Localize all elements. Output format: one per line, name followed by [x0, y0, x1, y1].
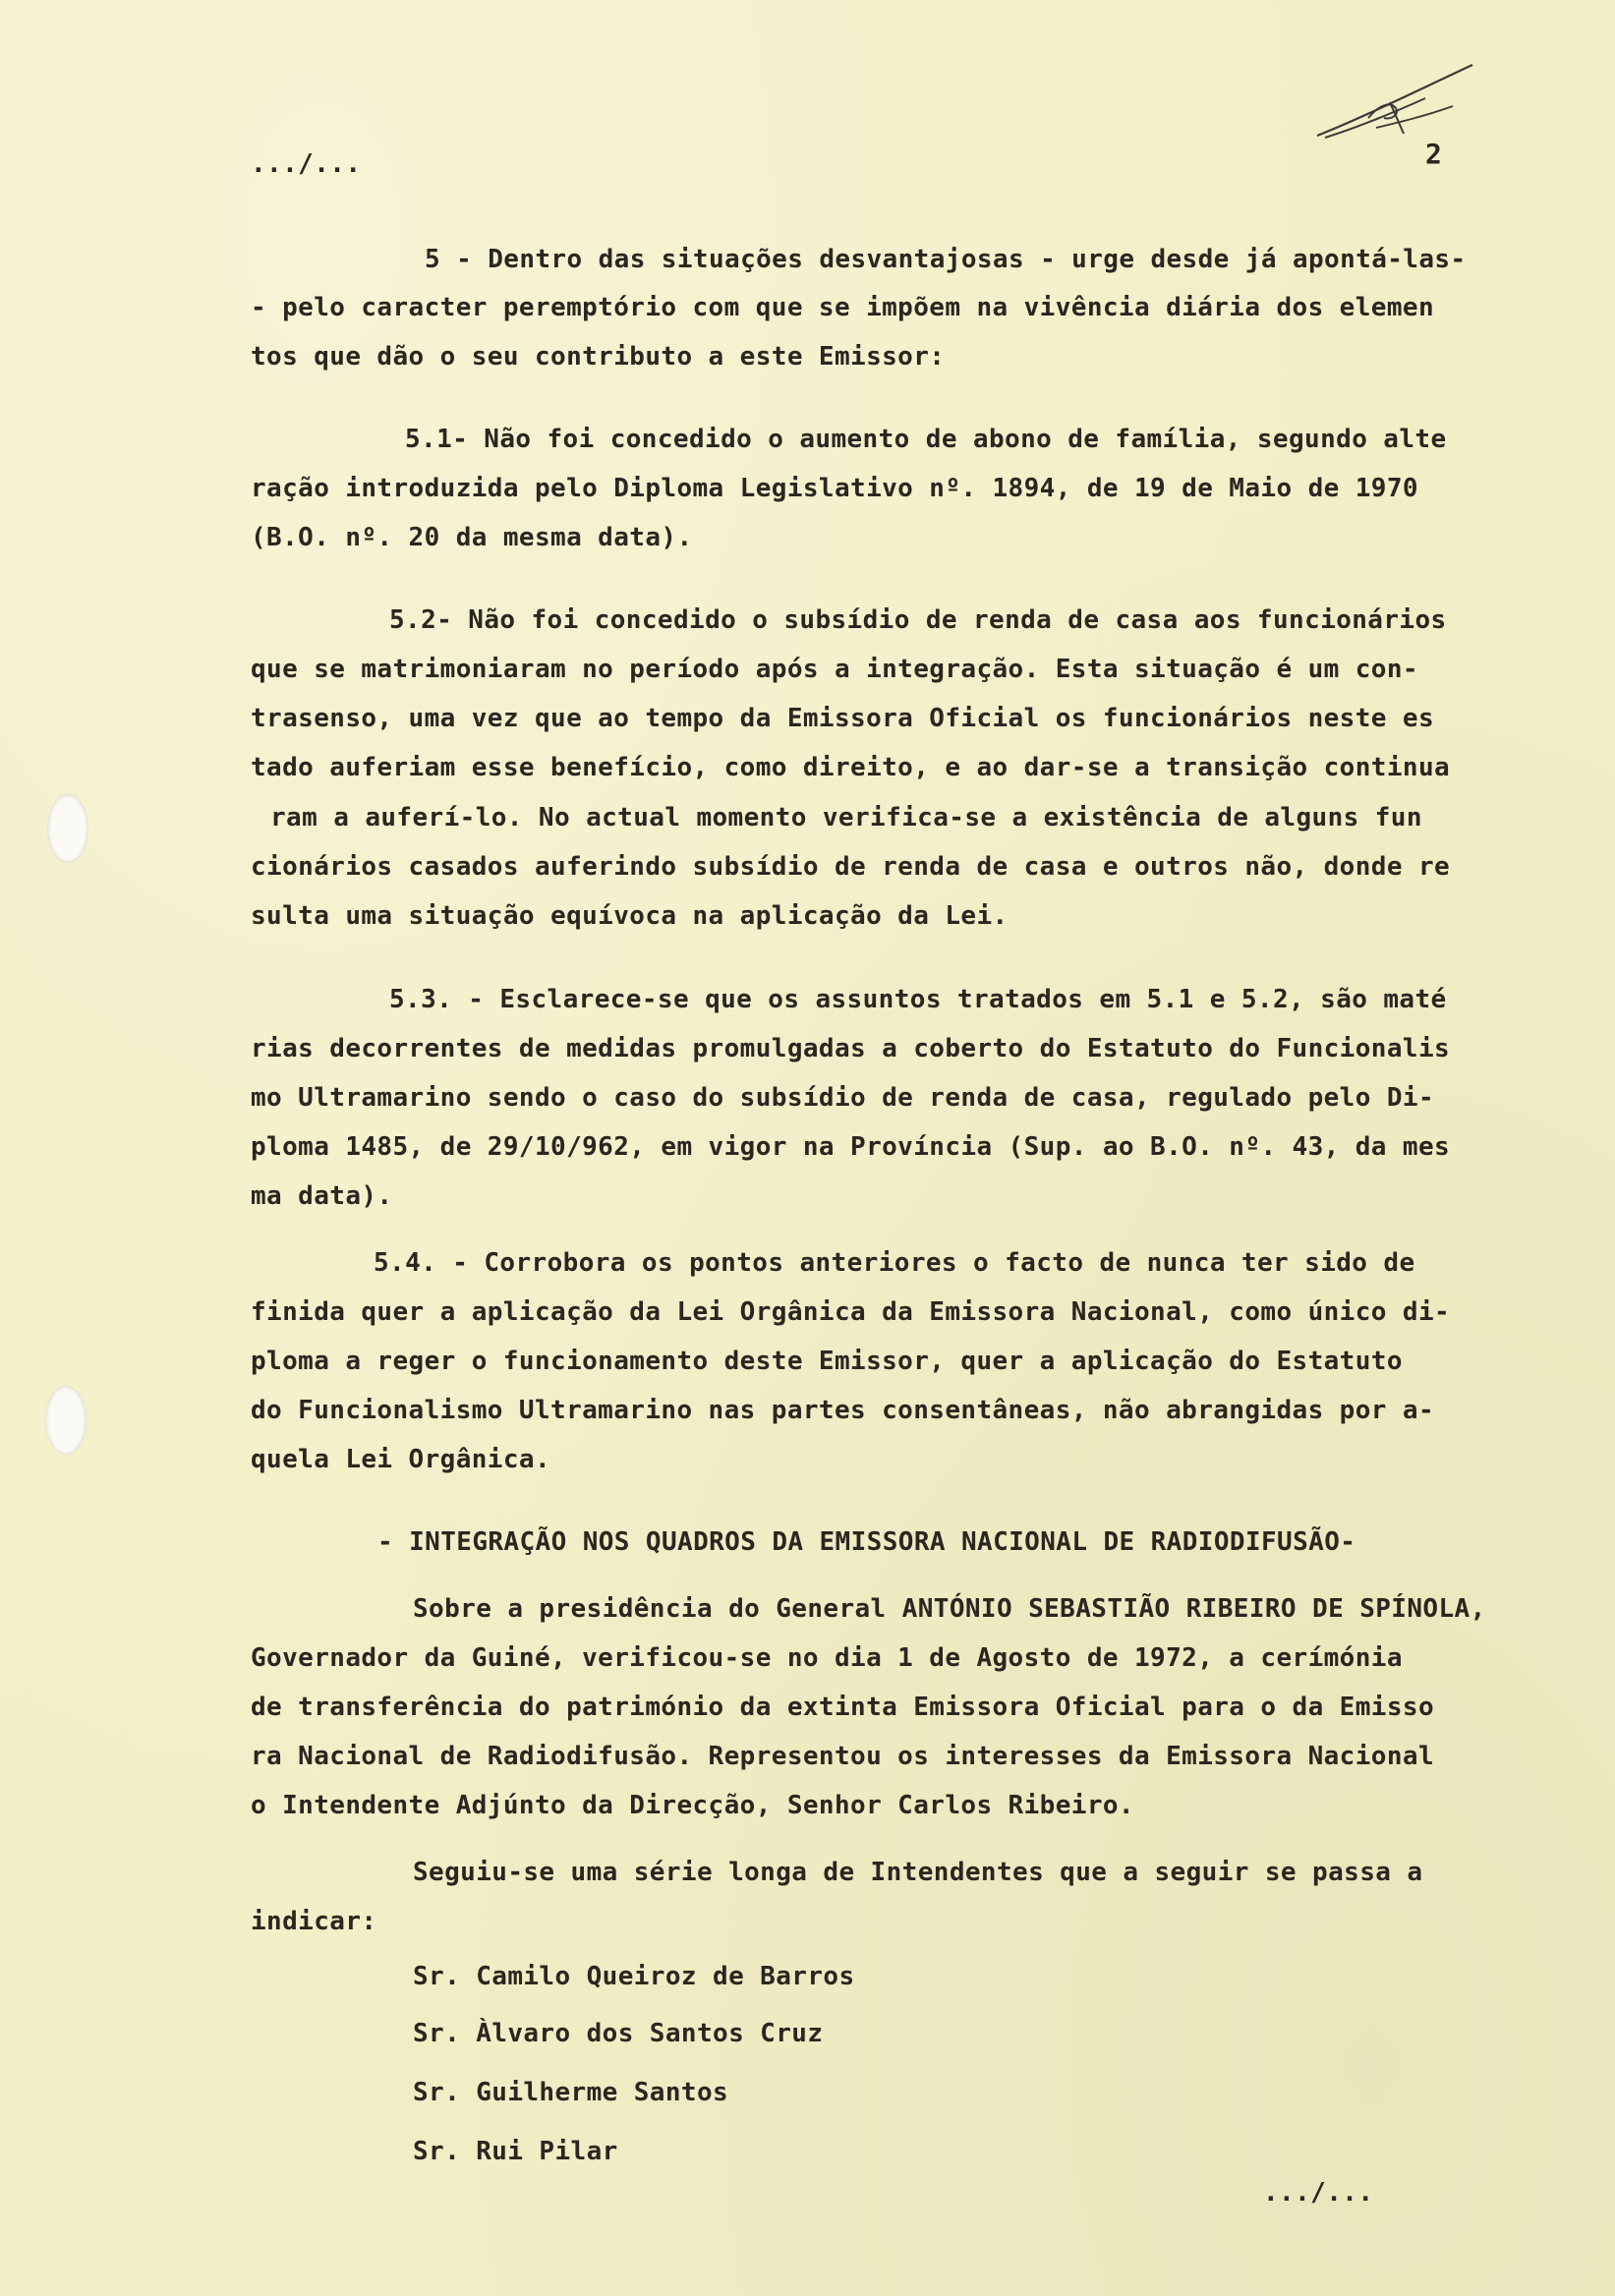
text-line: de transferência do património da extinta Emissora Oficial para o da Emisso: [251, 1693, 1434, 1722]
text-line: cionários casados auferindo subsídio de renda de casa e outros não, donde re: [251, 852, 1451, 882]
text-line: 5.4. - Corrobora os pontos anteriores o facto de nunca ter sido de: [374, 1248, 1415, 1278]
continuation-marker-bottom: .../...: [1263, 2178, 1374, 2208]
text-line: ma data).: [251, 1181, 393, 1211]
text-line: 5.2- Não foi concedido o subsídio de renda de casa aos funcionários: [389, 605, 1447, 635]
text-line: trasenso, uma vez que ao tempo da Emissora Oficial os funcionários neste es: [251, 704, 1434, 733]
text-line: - pelo caracter peremptório com que se impõem na vivência diária dos elemen: [251, 293, 1434, 322]
text-line: 5.1- Não foi concedido o aumento de abono de família, segundo alte: [405, 425, 1447, 454]
text-line: quela Lei Orgânica.: [251, 1445, 551, 1474]
text-line: ração introduzida pelo Diploma Legislativo nº. 1894, de 19 de Maio de 1970: [251, 474, 1418, 503]
text-line: tos que dão o seu contributo a este Emissor:: [251, 342, 946, 372]
section-heading: - INTEGRAÇÃO NOS QUADROS DA EMISSORA NACIONAL DE RADIODIFUSÃO-: [377, 1527, 1356, 1557]
text-line: do Funcionalismo Ultramarino nas partes consentâneas, não abrangidas por a-: [251, 1396, 1434, 1425]
text-line: rias decorrentes de medidas promulgadas a coberto do Estatuto do Funcionalis: [251, 1034, 1451, 1063]
continuation-marker-top: .../...: [251, 149, 362, 179]
list-item: Sr. Àlvaro dos Santos Cruz: [413, 2019, 824, 2048]
text-line: ram a auferí-lo. No actual momento verifica-se a existência de alguns fun: [270, 803, 1422, 832]
text-line: ploma 1485, de 29/10/962, em vigor na Província (Sup. ao B.O. nº. 43, da mes: [251, 1132, 1451, 1162]
punch-hole: [47, 794, 88, 863]
text-line: o Intendente Adjúnto da Direcção, Senhor Carlos Ribeiro.: [251, 1791, 1134, 1820]
text-line: tado auferiam esse benefício, como direito, e ao dar-se a transição continua: [251, 753, 1451, 782]
text-line: 5 - Dentro das situações desvantajosas - urge desde já apontá-las-: [425, 245, 1467, 274]
text-line: que se matrimoniaram no período após a integração. Esta situação é um con-: [251, 655, 1418, 684]
text-line: ra Nacional de Radiodifusão. Representou os interesses da Emissora Nacional: [251, 1742, 1434, 1771]
list-item: Sr. Rui Pilar: [413, 2137, 618, 2166]
list-item: Sr. Guilherme Santos: [413, 2078, 729, 2107]
text-line: Seguiu-se uma série longa de Intendentes que a seguir se passa a: [413, 1858, 1423, 1887]
punch-hole: [45, 1386, 87, 1455]
list-item: Sr. Camilo Queiroz de Barros: [413, 1962, 855, 1991]
text-line: Sobre a presidência do General ANTÓNIO SEBASTIÃO RIBEIRO DE SPÍNOLA,: [413, 1594, 1486, 1624]
text-line: (B.O. nº. 20 da mesma data).: [251, 523, 693, 552]
text-line: sulta uma situação equívoca na aplicação da Lei.: [251, 901, 1009, 931]
text-line: 5.3. - Esclarece-se que os assuntos tratados em 5.1 e 5.2, são maté: [389, 985, 1447, 1014]
page-number: 2: [1425, 138, 1443, 170]
text-line: finida quer a aplicação da Lei Orgânica da Emissora Nacional, como único di-: [251, 1297, 1451, 1327]
signature-mark: [1307, 57, 1484, 155]
text-line: mo Ultramarino sendo o caso do subsídio de renda de casa, regulado pelo Di-: [251, 1083, 1434, 1113]
text-line: ploma a reger o funcionamento deste Emissor, quer a aplicação do Estatuto: [251, 1347, 1403, 1376]
text-line: Governador da Guiné, verificou-se no dia 1 de Agosto de 1972, a cerímónia: [251, 1643, 1403, 1673]
text-line: indicar:: [251, 1907, 377, 1936]
